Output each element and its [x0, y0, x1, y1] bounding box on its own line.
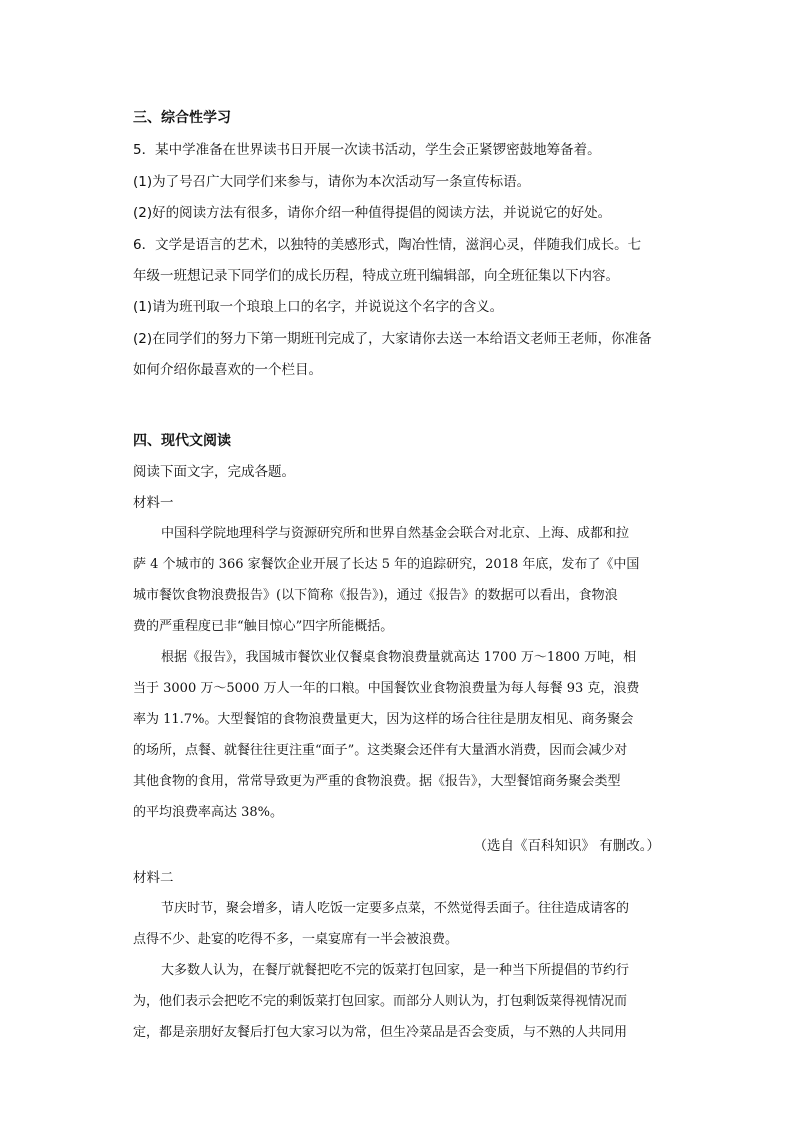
- material-2-para-2-line-1: 大多数人认为，在餐厅就餐把吃不完的饭菜打包回家，是一种当下所提倡的节约行: [161, 963, 630, 978]
- question-6-part-2-line-2: 如何介绍你最喜欢的一个栏目。: [133, 362, 322, 378]
- material-1-para-2-line-1: 根据《报告》，我国城市餐饮业仅餐桌食物浪费量就高达 1700 万～1800 万吨，相: [161, 650, 637, 665]
- material-1-para-2-line-6: 的平均浪费率高达 38%。: [133, 805, 284, 820]
- question-5-part-1: (1)为了号召广大同学们来参与，请你为本次活动写一条宣传标语。: [133, 174, 531, 190]
- material-1-para-2-line-2: 当于 3000 万～5000 万人一年的口粮。中国餐饮业食物浪费量为每人每餐 93 克，浪费: [133, 681, 640, 696]
- material-1-para-1-line-2: 萨 4 个城市的 366 家餐饮企业开展了长达 5 年的追踪研究，2018 年底，发布了《中国: [133, 557, 640, 572]
- question-6-part-1: (1)请为班刊取一个琅琅上口的名字，并说说这个名字的含义。: [133, 299, 504, 315]
- material-1-para-2-line-4: 的场所，点餐、就餐往往更注重“面子”。这类聚会还伴有大量酒水消费，因而会减少对: [133, 743, 628, 758]
- section-heading-modern-reading: 四、现代文阅读: [133, 433, 231, 449]
- question-5: 5．某中学准备在世界读书日开展一次读书活动，学生会正紧锣密鼓地筹备着。: [133, 142, 601, 158]
- question-6-line-1: 6．文学是语言的艺术，以独特的美感形式，陶冶性情，滋润心灵，伴随我们成长。七: [133, 237, 642, 253]
- material-2-label: 材料二: [133, 870, 174, 886]
- material-1-para-1-line-1: 中国科学院地理科学与资源研究所和世界自然基金会联合对北京、上海、成都和拉: [161, 526, 630, 541]
- material-1-para-1-line-4: 费的严重程度已非“触目惊心”四字所能概括。: [133, 619, 394, 634]
- material-1-para-2-line-5: 其他食物的食用，常常导致更为严重的食物浪费。据《报告》，大型餐馆商务聚会类型: [133, 774, 621, 789]
- section-heading-comprehensive-study: 三、综合性学习: [133, 110, 231, 126]
- reading-instructions: 阅读下面文字，完成各题。: [133, 464, 295, 480]
- material-2-para-2-line-3: 定，都是亲朋好友餐后打包大家习以为常，但生冷菜品是否会变质，与不熟的人共同用: [133, 1025, 628, 1040]
- question-6-part-2-line-1: (2)在同学们的努力下第一期班刊完成了，大家请你去送一本给语文老师王老师，你准备: [133, 331, 652, 347]
- material-2-para-2-line-2: 为，他们表示会把吃不完的剩饭菜打包回家。而部分人则认为，打包剩饭菜得视情况而: [133, 994, 628, 1009]
- material-1-para-1-line-3: 城市餐饮食物浪费报告》(以下简称《报告》)，通过《报告》的数据可以看出，食物浪: [133, 588, 618, 603]
- question-5-part-2: (2)好的阅读方法有很多，请你介绍一种值得提倡的阅读方法，并说说它的好处。: [133, 205, 612, 221]
- material-2-para-1-line-1: 节庆时节，聚会增多，请人吃饭一定要多点菜，不然觉得丢面子。往往造成请客的: [161, 901, 630, 916]
- material-2-para-1-line-2: 点得不少、赴宴的吃得不多，一桌宴席有一半会被浪费。: [133, 932, 459, 947]
- material-1-source: （选自《百科知识》 有删改。）: [473, 838, 660, 854]
- material-1-label: 材料一: [133, 495, 174, 511]
- material-1-para-2-line-3: 率为 11.7%。大型餐馆的食物浪费量更大，因为这样的场合往往是朋友相见、商务聚会: [133, 712, 634, 727]
- question-6-line-2: 年级一班想记录下同学们的成长历程，特成立班刊编辑部，向全班征集以下内容。: [133, 268, 619, 284]
